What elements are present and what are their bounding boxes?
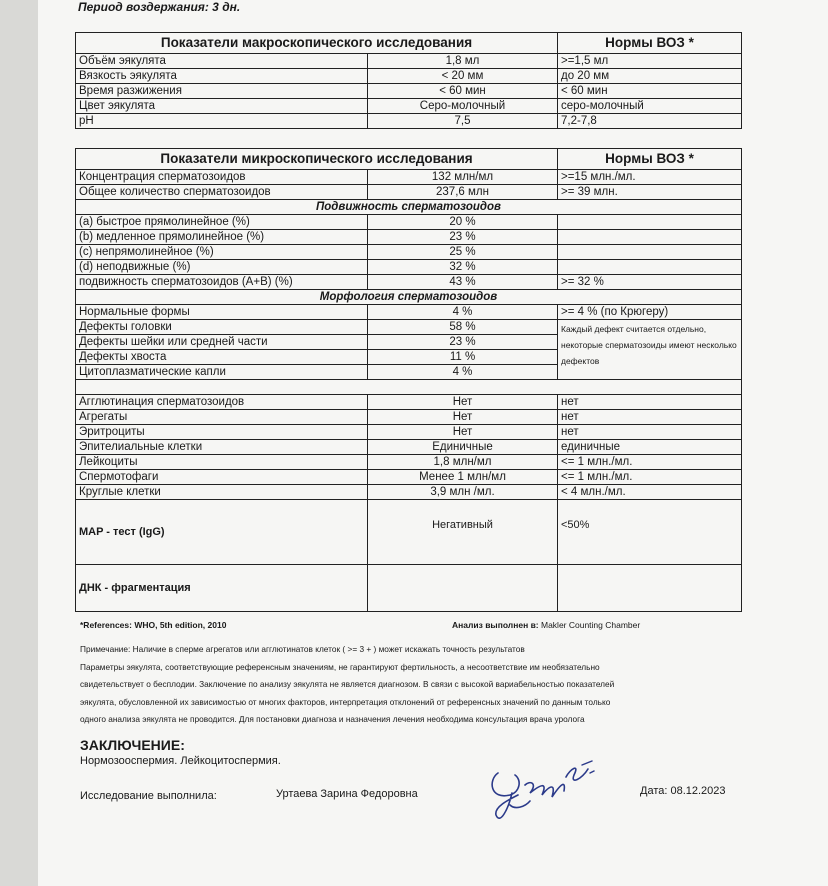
- note-block: [80, 641, 750, 729]
- motility-row: [76, 215, 742, 230]
- motility-row-norm: [558, 215, 742, 230]
- defect-name: Цитоплазматические капли: [76, 365, 368, 380]
- dna-fragmentation-norm: [558, 565, 742, 612]
- executed-by-label: Исследование выполнила:: [80, 790, 217, 802]
- micro-row-norm: <= 1 млн./мл.: [558, 470, 742, 485]
- micro-row-norm: < 4 млн./мл.: [558, 485, 742, 500]
- motility-row-value: 32 %: [368, 260, 558, 275]
- motility-row-name: (d) неподвижные (%): [76, 260, 368, 275]
- motility-row-norm: [558, 245, 742, 260]
- micro-row-norm: нет: [558, 410, 742, 425]
- macro-row-value: Серо-молочный: [368, 99, 558, 114]
- macro-row-value: < 60 мин: [368, 84, 558, 99]
- note-line: одного анализа эякулята не проводится. Для постановки диагноза и назначения лечения необходима консультация врача уролога: [80, 714, 585, 724]
- motility-row-norm: >= 32 %: [558, 275, 742, 290]
- macro-row: [76, 69, 742, 84]
- macro-header-row: [76, 33, 742, 54]
- macro-row-name: pH: [76, 114, 368, 129]
- macro-row-norm: до 20 мм: [558, 69, 742, 84]
- defect-name: Дефекты головки: [76, 320, 368, 335]
- micro-row-value: Нет: [368, 395, 558, 410]
- normal-forms-name: Нормальные формы: [76, 305, 368, 320]
- micro-row-value: Менее 1 млн/мл: [368, 470, 558, 485]
- micro-row: [76, 455, 742, 470]
- dna-fragmentation-row: [76, 565, 742, 612]
- micro-row: [76, 185, 742, 200]
- defect-value: 4 %: [368, 365, 558, 380]
- blank-row: [76, 380, 742, 395]
- macro-row-norm: серо-молочный: [558, 99, 742, 114]
- analysis-done-label: Анализ выполнен в:: [452, 620, 539, 630]
- motility-row-value: 43 %: [368, 275, 558, 290]
- motility-row-value: 20 %: [368, 215, 558, 230]
- micro-row-name: Агрегаты: [76, 410, 368, 425]
- micro-row-name: Концентрация сперматозоидов: [76, 170, 368, 185]
- macro-row: [76, 114, 742, 129]
- micro-title: Показатели микроскопического исследования: [76, 149, 558, 170]
- defect-value: 58 %: [368, 320, 558, 335]
- micro-row-name: Лейкоциты: [76, 455, 368, 470]
- macro-row-name: Объём эякулята: [76, 54, 368, 69]
- motility-row: [76, 260, 742, 275]
- defect-value: 11 %: [368, 350, 558, 365]
- motility-row-norm: [558, 230, 742, 245]
- macro-row-name: Цвет эякулята: [76, 99, 368, 114]
- motility-row-name: (b) медленное прямолинейное (%): [76, 230, 368, 245]
- analysis-done: [452, 620, 640, 630]
- motility-row-norm: [558, 260, 742, 275]
- macro-row: [76, 99, 742, 114]
- motility-row: [76, 230, 742, 245]
- micro-row-value: 3,9 млн /мл.: [368, 485, 558, 500]
- micro-norms-title: Нормы ВОЗ *: [558, 149, 742, 170]
- micro-row: [76, 395, 742, 410]
- micro-row-value: Единичные: [368, 440, 558, 455]
- micro-row-value: Нет: [368, 410, 558, 425]
- analysis-done-value: Makler Counting Chamber: [541, 620, 641, 630]
- conclusion-title: ЗАКЛЮЧЕНИЕ:: [80, 737, 185, 753]
- macro-row-norm: 7,2-7,8: [558, 114, 742, 129]
- micro-row: [76, 485, 742, 500]
- macro-title: Показатели макроскопического исследования: [76, 33, 558, 54]
- micro-row: [76, 470, 742, 485]
- micro-row-norm: <= 1 млн./мл.: [558, 455, 742, 470]
- note-line: свидетельствует о бесплодии. Заключение по анализу эякулята не является диагнозом. В связи с высокой вариабельностью показателей: [80, 679, 615, 689]
- micro-row-value: 237,6 млн: [368, 185, 558, 200]
- micro-row-norm: >=15 млн./мл.: [558, 170, 742, 185]
- micro-row-value: 132 млн/мл: [368, 170, 558, 185]
- micro-row: [76, 440, 742, 455]
- macro-row-value: 7,5: [368, 114, 558, 129]
- defect-name: Дефекты шейки или средней части: [76, 335, 368, 350]
- normal-forms-norm: >= 4 % (по Крюгеру): [558, 305, 742, 320]
- macro-row-value: < 20 мм: [368, 69, 558, 84]
- micro-row-value: 1,8 млн/мл: [368, 455, 558, 470]
- micro-row-norm: нет: [558, 395, 742, 410]
- motility-row-name: подвижность сперматозоидов (A+B) (%): [76, 275, 368, 290]
- macro-row-name: Вязкость эякулята: [76, 69, 368, 84]
- micro-row-value: Нет: [368, 425, 558, 440]
- micro-row-name: Эритроциты: [76, 425, 368, 440]
- note-line: эякулята, обусловленной их зависимостью от многих факторов, интерпретация отклонений от референсных значений по данным только: [80, 696, 611, 707]
- motility-row-name: (c) непрямолинейное (%): [76, 245, 368, 260]
- micro-row-norm: единичные: [558, 440, 742, 455]
- motility-row: [76, 275, 742, 290]
- micro-row: [76, 170, 742, 185]
- micro-row-name: Эпителиальные клетки: [76, 440, 368, 455]
- note-line: Примечание: Наличие в сперме агрегатов или агглютинатов клеток ( >= 3 + ) может искажать точность результатов: [80, 644, 525, 654]
- micro-row-name: Спермотофаги: [76, 470, 368, 485]
- note-line: Параметры эякулята, соответствующие референсным значениям, не гарантируют фертильность, а несоответствие им необязательно: [80, 661, 600, 672]
- dna-fragmentation-value: [368, 565, 558, 612]
- executed-by-name: Уртаева Зарина Федоровна: [276, 788, 418, 800]
- abstinence-period: Период воздержания: 3 дн.: [78, 0, 241, 14]
- handwritten-signature: [470, 755, 620, 830]
- defect-row: [76, 320, 742, 335]
- macro-row-name: Время разжижения: [76, 84, 368, 99]
- normal-forms-value: 4 %: [368, 305, 558, 320]
- dna-fragmentation-name: ДНК - фрагментация: [76, 565, 368, 612]
- mar-test-name: MAP - тест (IgG): [76, 500, 368, 565]
- motility-row-value: 23 %: [368, 230, 558, 245]
- macro-norms-title: Нормы ВОЗ *: [558, 33, 742, 54]
- macro-row: [76, 84, 742, 99]
- micro-table: [75, 148, 742, 612]
- micro-row-norm: >= 39 млн.: [558, 185, 742, 200]
- conclusion-text: Нормозооспермия. Лейкоцитоспермия.: [80, 755, 281, 767]
- morphology-section-row: [76, 290, 742, 305]
- report-date: Дата: 08.12.2023: [640, 785, 726, 797]
- morphology-title: Морфология сперматозоидов: [76, 290, 742, 305]
- macro-table: [75, 32, 742, 129]
- micro-header-row: [76, 149, 742, 170]
- micro-row-name: Круглые клетки: [76, 485, 368, 500]
- motility-row: [76, 245, 742, 260]
- micro-row: [76, 425, 742, 440]
- defect-value: 23 %: [368, 335, 558, 350]
- defect-name: Дефекты хвоста: [76, 350, 368, 365]
- mar-test-row: [76, 500, 742, 565]
- defect-note: Каждый дефект считается отдельно, некоторые сперматозоиды имеют несколько дефектов: [558, 320, 742, 380]
- motility-title: Подвижность сперматозоидов: [76, 200, 742, 215]
- macro-row: [76, 54, 742, 69]
- micro-row: [76, 410, 742, 425]
- macro-row-value: 1,8 мл: [368, 54, 558, 69]
- macro-row-norm: < 60 мин: [558, 84, 742, 99]
- references-text: *References: WHO, 5th edition, 2010: [80, 620, 227, 630]
- micro-row-norm: нет: [558, 425, 742, 440]
- normal-forms-row: [76, 305, 742, 320]
- references-line: [80, 620, 740, 630]
- micro-row-name: Общее количество сперматозоидов: [76, 185, 368, 200]
- motility-row-name: (a) быстрое прямолинейное (%): [76, 215, 368, 230]
- motility-row-value: 25 %: [368, 245, 558, 260]
- macro-row-norm: >=1,5 мл: [558, 54, 742, 69]
- mar-test-norm: <50%: [558, 500, 742, 565]
- mar-test-value: Негативный: [368, 500, 558, 565]
- micro-row-name: Агглютинация сперматозоидов: [76, 395, 368, 410]
- motility-section-row: [76, 200, 742, 215]
